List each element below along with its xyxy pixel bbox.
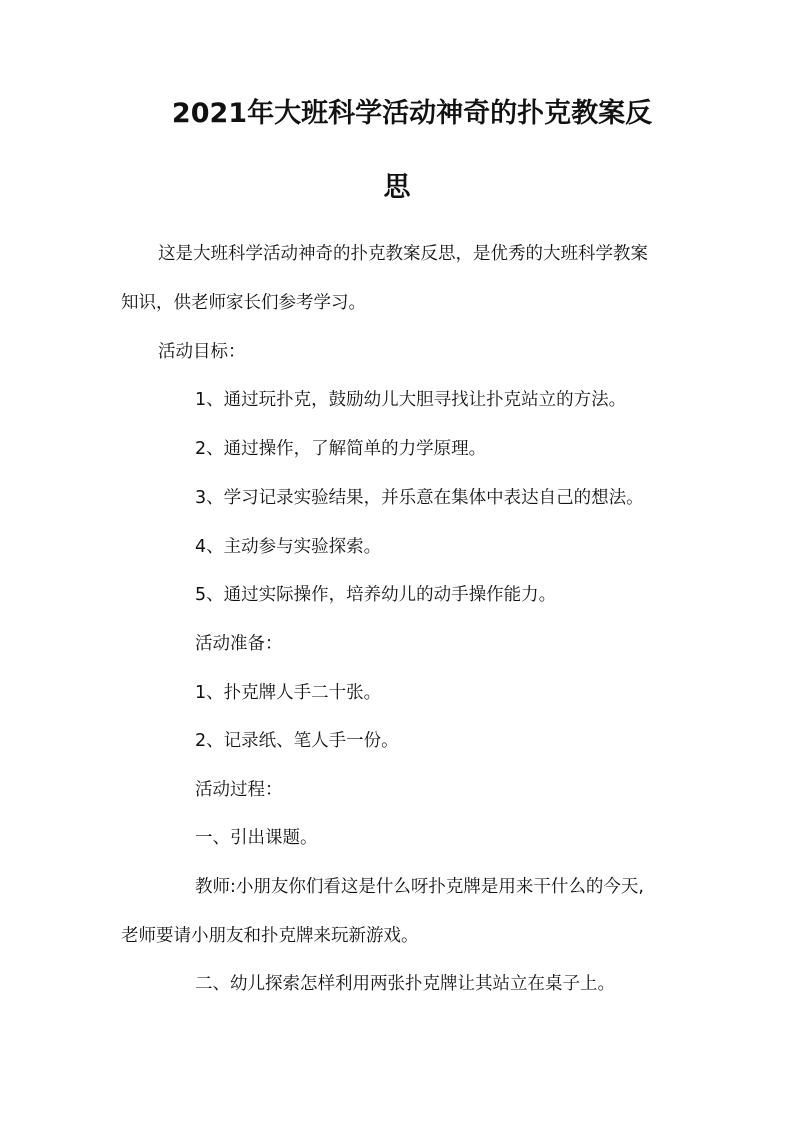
prep-item-2: 2、记录纸、笔人手一份。 xyxy=(195,731,399,751)
process-step-2: 二、幼儿探索怎样利用两张扑克牌让其站立在桌子上。 xyxy=(195,974,615,994)
process-step-1: 一、引出课题。 xyxy=(195,828,318,848)
document-title-line-1: 2021年大班科学活动神奇的扑克教案反 xyxy=(171,98,653,129)
goal-item-3: 3、学习记录实验结果，并乐意在集体中表达自己的想法。 xyxy=(195,488,644,508)
goals-heading: 活动目标： xyxy=(158,342,246,362)
process-heading: 活动过程： xyxy=(195,780,283,800)
document-title-line-2: 思 xyxy=(383,172,411,203)
goal-item-2: 2、通过操作，了解简单的力学原理。 xyxy=(195,439,487,459)
intro-paragraph-line-1: 这是大班科学活动神奇的扑克教案反思，是优秀的大班科学教案 xyxy=(158,244,648,264)
goal-item-5: 5、通过实际操作，培养幼儿的动手操作能力。 xyxy=(195,585,557,605)
prep-heading: 活动准备： xyxy=(195,634,283,654)
intro-paragraph-line-2: 知识，供老师家长们参考学习。 xyxy=(121,293,366,313)
prep-item-1: 1、扑克牌人手二十张。 xyxy=(195,683,382,703)
goal-item-4: 4、主动参与实验探索。 xyxy=(195,537,382,557)
teacher-dialogue-line-2: 老师要请小朋友和扑克牌来玩新游戏。 xyxy=(121,926,419,946)
goal-item-1: 1、通过玩扑克，鼓励幼儿大胆寻找让扑克站立的方法。 xyxy=(195,390,627,410)
teacher-dialogue-line-1: 教师:小朋友你们看这是什么呀扑克牌是用来干什么的今天, xyxy=(195,877,644,897)
